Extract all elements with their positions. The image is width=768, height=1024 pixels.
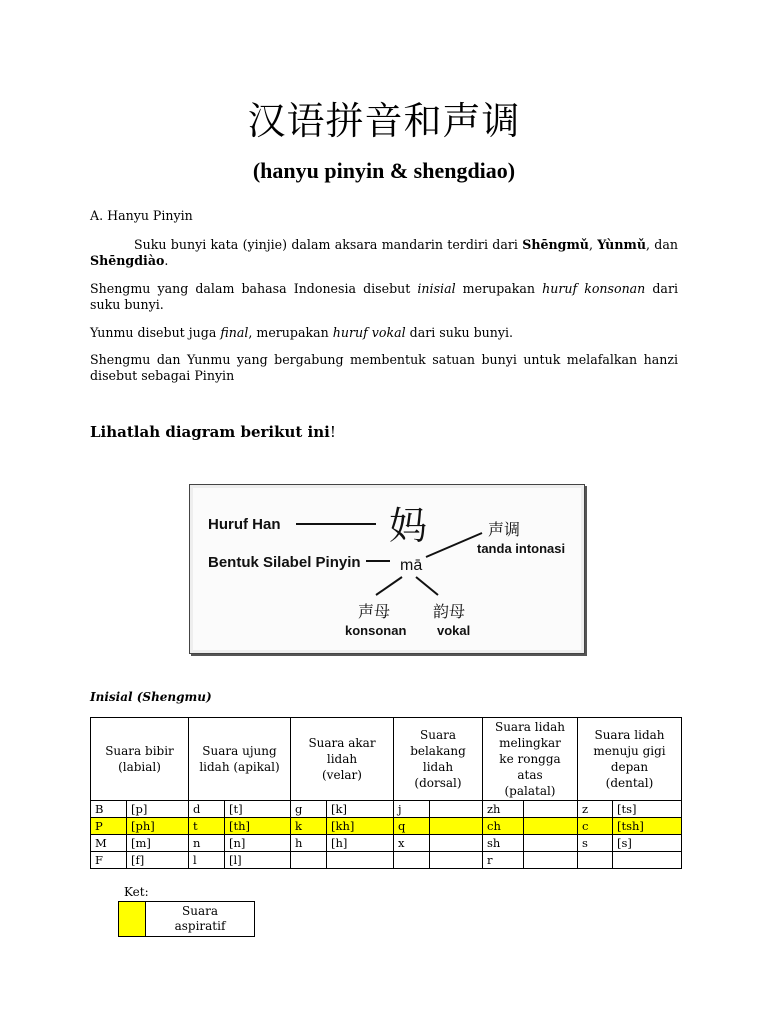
legend-swatch [119, 902, 146, 937]
term-shengmu: Shēngmǔ [522, 237, 589, 252]
table-cell: c [578, 818, 613, 835]
pinyin-diagram-svg [190, 485, 584, 653]
table-cell: x [394, 835, 430, 852]
table-cell: k [291, 818, 327, 835]
table-cell [430, 801, 483, 818]
table-cell [394, 852, 430, 869]
table-cell: P [91, 818, 127, 835]
label-huruf-han: Huruf Han [208, 516, 281, 533]
diagram-intro [90, 423, 336, 441]
para3-end: dari suku bunyi. [405, 325, 514, 340]
para3-pre: Yunmu disebut juga [90, 325, 221, 340]
table-cell [613, 852, 682, 869]
table-cell: n [189, 835, 225, 852]
table-cell: [p] [127, 801, 189, 818]
table-cell [327, 852, 394, 869]
term-huruf-vokal: huruf vokal [332, 325, 406, 340]
table-row-aspirated [91, 818, 682, 835]
table-cell: [n] [225, 835, 291, 852]
table-cell: [k] [327, 801, 394, 818]
line-shengmu [376, 577, 402, 595]
table-cell: [tsh] [613, 818, 682, 835]
section-heading-a: A. Hanyu Pinyin [90, 208, 193, 223]
table-cell: M [91, 835, 127, 852]
table-cell: F [91, 852, 127, 869]
table-cell [524, 852, 578, 869]
table-row [91, 835, 682, 852]
table-header-row [91, 718, 682, 801]
para1-pre: Suku bunyi kata (yinjie) dalam aksara mandarin terdiri dari [134, 237, 523, 252]
table-cell: h [291, 835, 327, 852]
para1-sep2: , dan [645, 237, 678, 252]
table-cell: [kh] [327, 818, 394, 835]
paragraph-2 [90, 281, 678, 313]
table-cell [524, 835, 578, 852]
table-cell: [t] [225, 801, 291, 818]
table-cell [524, 801, 578, 818]
table-cell: s [578, 835, 613, 852]
table-cell: [m] [127, 835, 189, 852]
paragraph-3 [90, 325, 678, 341]
para1-sep1: , [588, 237, 598, 252]
legend-table [118, 901, 255, 937]
para3-mid: , merupakan [248, 325, 333, 340]
table-cell: sh [483, 835, 524, 852]
table-row [91, 801, 682, 818]
para1-end: . [164, 253, 169, 268]
table-cell: B [91, 801, 127, 818]
para2-pre: Shengmu yang dalam bahasa Indonesia disebut [90, 281, 418, 296]
table-cell: q [394, 818, 430, 835]
table-cell [430, 818, 483, 835]
label-bentuk-silabel: Bentuk Silabel Pinyin [208, 554, 361, 571]
pinyin-syllable: mā [400, 557, 423, 574]
han-character: 妈 [389, 504, 428, 548]
legend-label: Suara aspiratif [146, 902, 255, 937]
header-labial: Suara bibir (labial) [91, 718, 189, 801]
table-cell [578, 852, 613, 869]
table-cell [524, 818, 578, 835]
table-row [91, 852, 682, 869]
table-cell: r [483, 852, 524, 869]
table-cell: [h] [327, 835, 394, 852]
table-cell: [s] [613, 835, 682, 852]
para2-end: dari suku bunyi. [90, 281, 678, 312]
paragraph-1 [90, 237, 678, 269]
pinyin-diagram [189, 484, 585, 654]
table-cell: t [189, 818, 225, 835]
term-shengdiao: Shēngdiào [90, 253, 165, 268]
table-cell: zh [483, 801, 524, 818]
header-dorsal: Suara belakang lidah (dorsal) [394, 718, 483, 801]
para2-mid: merupakan [455, 281, 543, 296]
label-vokal: vokal [437, 623, 471, 638]
paragraph-4: Shengmu dan Yunmu yang bergabung membentuk satuan bunyi untuk melafalkan hanzi disebut sebagai Pinyin [90, 352, 678, 383]
table-cell: [ts] [613, 801, 682, 818]
header-velar: Suara akar lidah (velar) [291, 718, 394, 801]
term-inisial: inisial [417, 281, 456, 296]
table-cell: [f] [127, 852, 189, 869]
term-yunmu: Yùnmǔ [597, 237, 646, 252]
table-cell: d [189, 801, 225, 818]
table-cell: z [578, 801, 613, 818]
table-cell: g [291, 801, 327, 818]
inisial-heading: Inisial (Shengmu) [90, 690, 212, 704]
table-cell [430, 852, 483, 869]
page-subtitle: (hanyu pinyin & shengdiao) [252, 158, 516, 183]
line-yunmu [416, 577, 438, 595]
table-cell: [th] [225, 818, 291, 835]
inisial-table [90, 717, 682, 869]
diagram-intro-text: Lihatlah diagram berikut ini [90, 423, 330, 441]
term-huruf-konsonan: huruf konsonan [542, 281, 646, 296]
label-shengdiao-cn: 声调 [488, 520, 521, 539]
table-cell: ch [483, 818, 524, 835]
label-shengmu-cn: 声母 [358, 602, 391, 621]
diagram-intro-exclaim: ! [329, 423, 336, 441]
header-apikal: Suara ujung lidah (apikal) [189, 718, 291, 801]
table-cell: j [394, 801, 430, 818]
table-cell: [l] [225, 852, 291, 869]
label-yunmu-cn: 韵母 [433, 602, 466, 621]
term-final: final [220, 325, 249, 340]
line-tone [426, 533, 482, 557]
table-cell [430, 835, 483, 852]
table-cell: l [189, 852, 225, 869]
table-cell: [ph] [127, 818, 189, 835]
table-cell [291, 852, 327, 869]
label-konsonan: konsonan [345, 623, 407, 638]
legend-caption: Ket: [124, 885, 149, 899]
header-dental: Suara lidah menuju gigi depan (dental) [578, 718, 682, 801]
header-palatal: Suara lidah melingkar ke rongga atas (palatal) [483, 718, 578, 801]
page-title-chinese: 汉语拼音和声调 [247, 99, 521, 143]
label-tanda-intonasi: tanda intonasi [477, 541, 566, 556]
